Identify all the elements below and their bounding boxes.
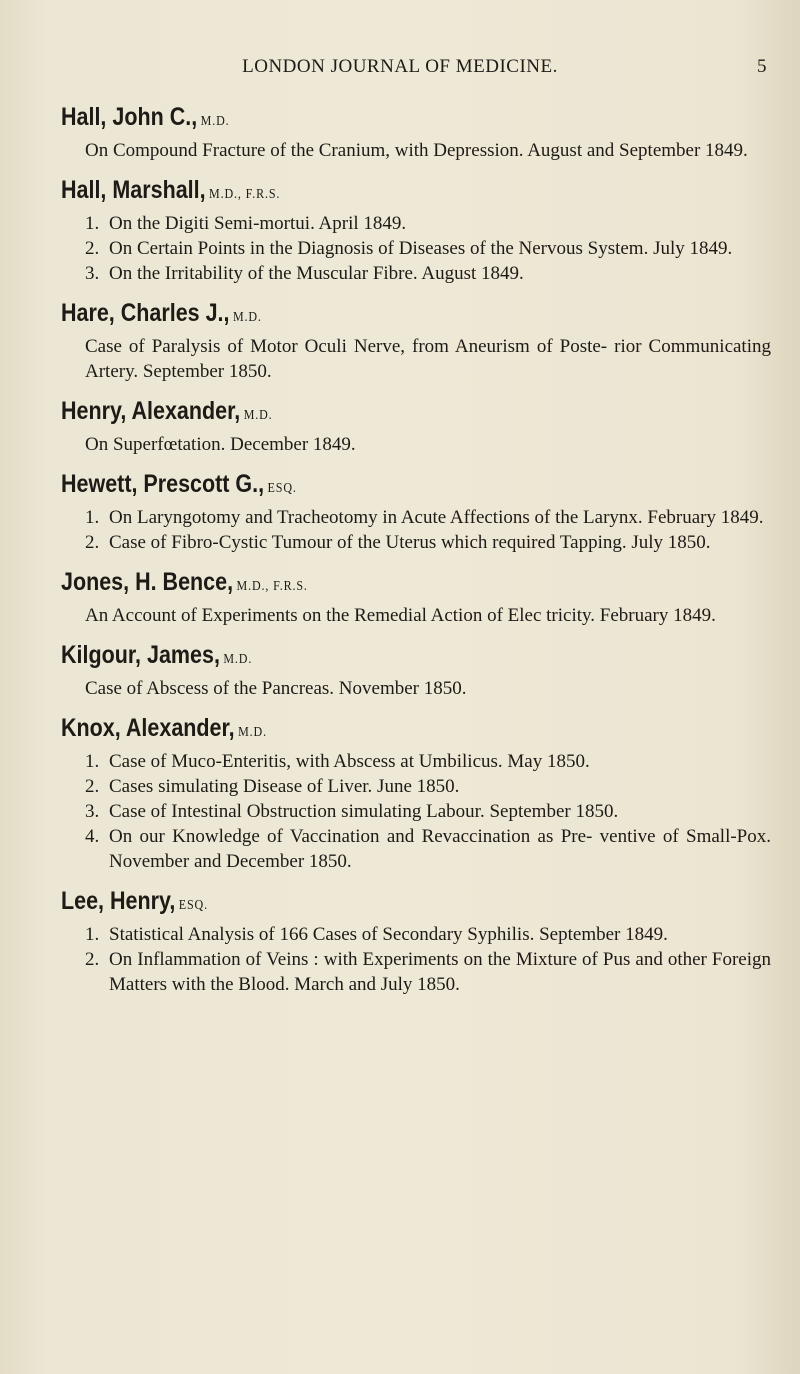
work-title: Cases simulating Disease of Liver. June 1850. [109,776,460,797]
author-degree: M.D., F.R.S. [209,187,281,202]
work-item [61,799,771,824]
work-title: On Laryngotomy and Tracheotomy in Acute Affections of the Larynx. February 1849. [109,507,764,528]
running-title: LONDON JOURNAL OF MEDICINE. [242,56,558,77]
work-item [61,236,771,261]
work-title: On the Digiti Semi-mortui. April 1849. [109,213,407,234]
work-number: 3. [85,263,100,284]
work-item [61,334,771,384]
work-number: 2. [85,949,100,970]
work-title: Statistical Analysis of 166 Cases of Secondary Syphilis. September 1849. [109,924,668,945]
author-name: Hare, Charles J., [61,299,230,327]
author-name: Kilgour, James, [61,641,220,669]
work-number: 2. [85,532,100,553]
work-item [61,432,771,457]
work-number: 1. [85,924,100,945]
work-number: 3. [85,801,100,822]
work-title: Case of Fibro-Cystic Tumour of the Uterus which required Tapping. July 1850. [109,532,711,553]
author-entry [61,639,771,701]
author-heading [61,101,672,138]
work-item [61,824,771,874]
work-item [61,749,771,774]
author-heading [61,566,672,603]
work-number: 1. [85,213,100,234]
author-degree: ESQ. [178,898,208,913]
author-heading [61,174,672,211]
work-item [61,676,771,701]
work-item [61,261,771,286]
work-title: Case of Muco-Enteritis, with Abscess at Umbilicus. May 1850. [109,751,590,772]
work-title: On Inflammation of Veins : with Experiments on the Mixture of Pus and other Foreign Matters with the Blood. March and July 1850. [109,949,771,995]
page-number: 5 [757,56,767,77]
author-entry [61,101,771,163]
work-title: On Compound Fracture of the Cranium, with Depression. August and September 1849. [85,140,748,161]
work-title: On our Knowledge of Vaccination and Revaccination as Pre- ventive of Small-Pox. November and December 1850. [109,826,771,872]
author-index [61,90,771,997]
work-number: 2. [85,238,100,259]
author-degree: M.D. [243,408,273,423]
work-item [61,947,771,997]
author-entry [61,297,771,384]
author-entry [61,885,771,997]
work-title: Case of Intestinal Obstruction simulating Labour. September 1850. [109,801,619,822]
author-degree: M.D. [232,310,262,325]
work-number: 1. [85,751,100,772]
work-item [61,774,771,799]
author-degree: ESQ. [267,481,297,496]
author-heading [61,639,672,676]
author-heading [61,468,672,505]
work-title: On the Irritability of the Muscular Fibre. August 1849. [109,263,524,284]
work-title: Case of Abscess of the Pancreas. November 1850. [85,678,467,699]
author-entry [61,712,771,874]
work-title: On Superfœtation. December 1849. [85,434,356,455]
work-item [61,211,771,236]
author-degree: M.D. [238,725,267,740]
author-heading [61,395,672,432]
author-entry [61,395,771,457]
work-title: On Certain Points in the Diagnosis of Diseases of the Nervous System. July 1849. [109,238,733,259]
author-entry [61,174,771,286]
author-name: Knox, Alexander, [61,714,235,742]
author-name: Hall, John C., [61,103,198,131]
work-number: 2. [85,776,100,797]
work-item [61,505,771,530]
author-name: Henry, Alexander, [61,397,241,425]
work-item [61,530,771,555]
work-number: 1. [85,507,100,528]
author-degree: M.D., F.R.S. [236,579,308,594]
author-heading [61,885,672,922]
author-name: Jones, H. Bence, [61,568,234,596]
work-item [61,138,771,163]
author-degree: M.D. [200,114,230,129]
work-title: Case of Paralysis of Motor Oculi Nerve, from Aneurism of Poste- rior Communicating Artery. September 1850. [85,336,771,382]
author-degree: M.D. [223,652,253,667]
author-entry [61,468,771,555]
author-heading [61,712,672,749]
author-name: Lee, Henry, [61,887,176,915]
author-heading [61,297,672,334]
work-number: 4. [85,826,100,847]
work-title: An Account of Experiments on the Remedial Action of Elec tricity. February 1849. [85,605,716,626]
work-item [61,603,771,628]
work-item [61,922,771,947]
author-entry [61,566,771,628]
author-name: Hall, Marshall, [61,176,206,204]
author-name: Hewett, Prescott G., [61,470,265,498]
